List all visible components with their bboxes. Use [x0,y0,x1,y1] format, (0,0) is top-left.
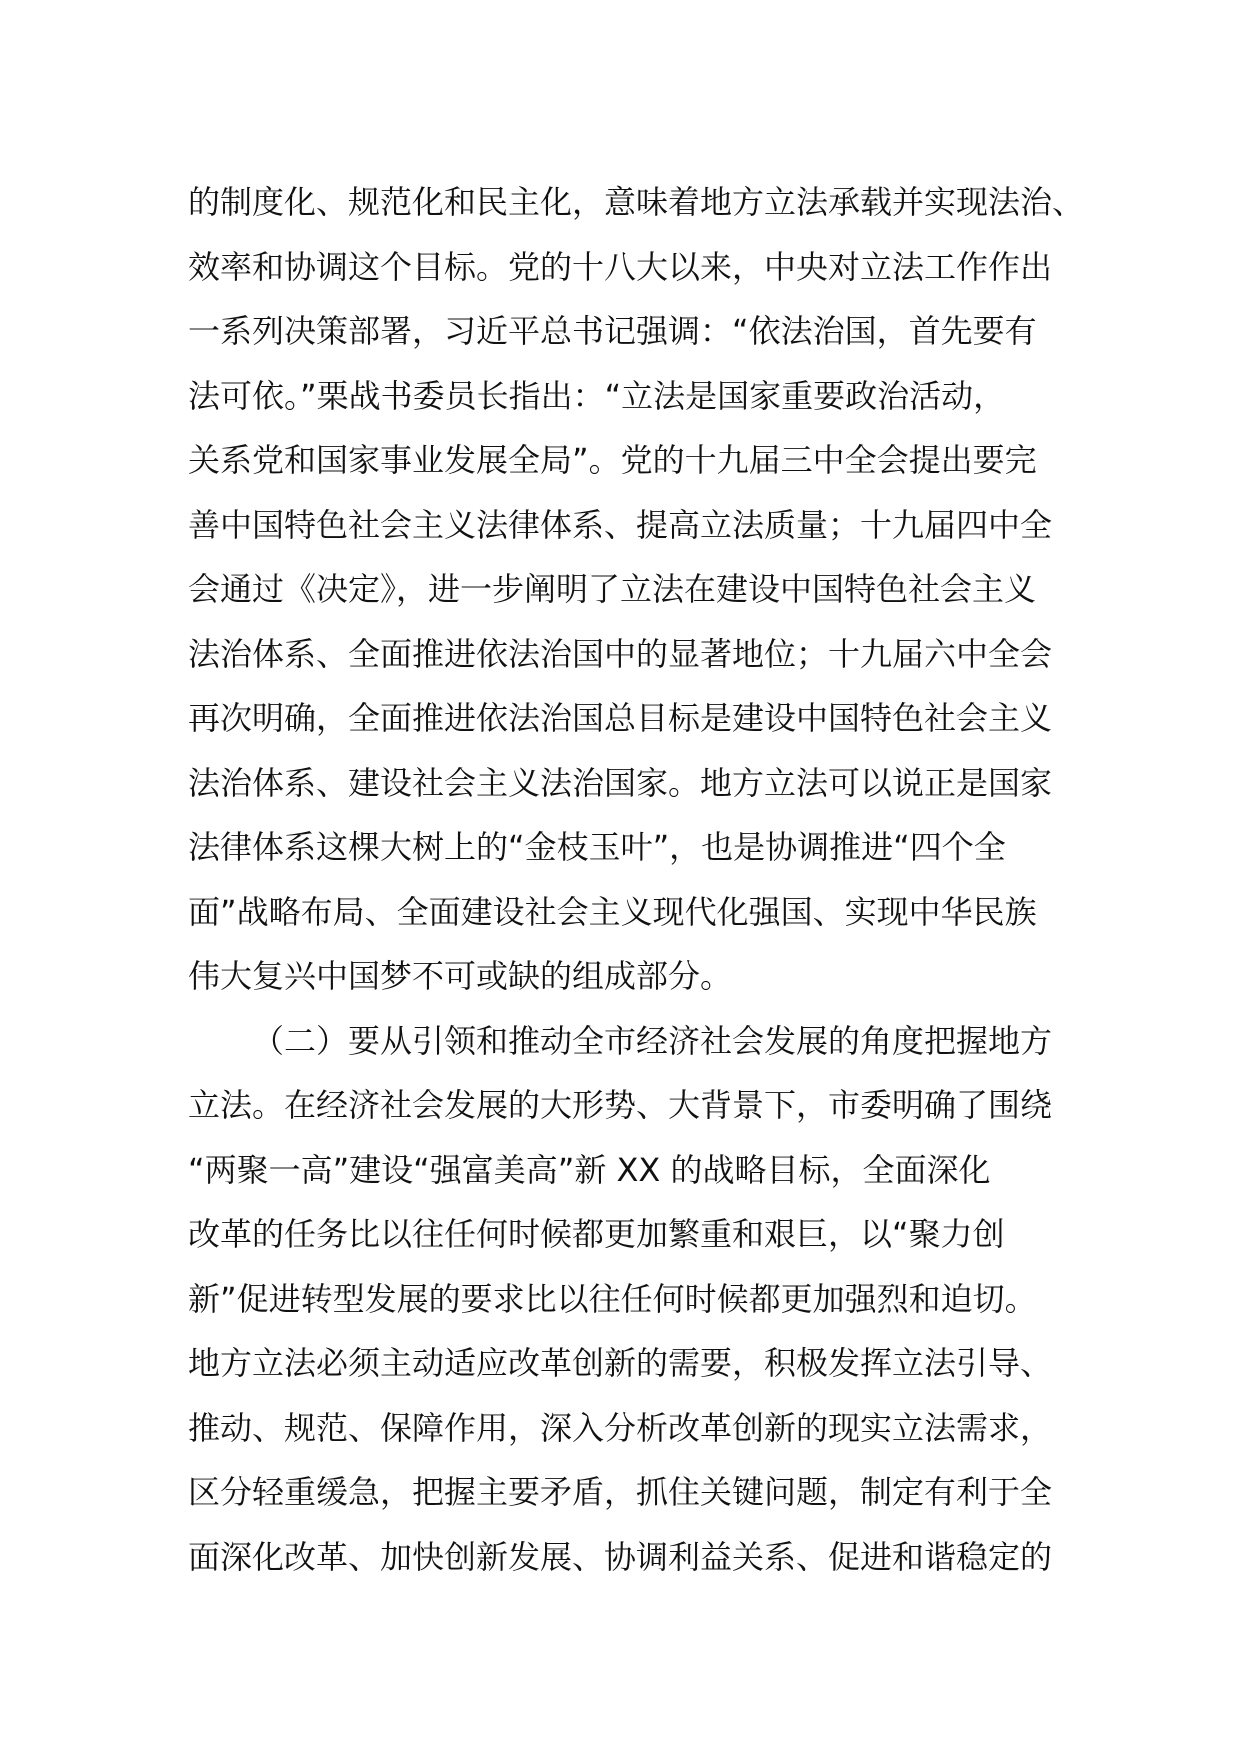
text-line: 的制度化、规范化和民主化，意味着地方立法承载并实现法治、 [188,183,1085,221]
text-line: 法治体系、建设社会主义法治国家。地方立法可以说正是国家 [188,763,1053,802]
text-line: 面深化改革、加快创新发展、协调利益关系、促进和谐稳定的 [188,1537,1053,1576]
text-line: 地方立法必须主动适应改革创新的需要，积极发挥立法引导、 [188,1344,1053,1382]
text-line: 善中国特色社会主义法律体系、提高立法质量；十九届四中全 [188,505,1053,544]
text-line: 区分轻重缓急，把握主要矛盾，抓住关键问题，制定有利于全 [188,1473,1053,1511]
text-line: 改革的任务比以往任何时候都更加繁重和艰巨，以“聚力创 [188,1215,1005,1253]
body-text [188,170,1085,1589]
text-line: 效率和协调这个目标。党的十八大以来，中央对立法工作作出 [188,247,1053,286]
text-line: 伟大复兴中国梦不可或缺的组成部分。 [188,957,733,995]
text-line: 关系党和国家事业发展全局”。党的十九届三中全会提出要完 [188,441,1037,479]
text-line: 会通过《决定》，进一步阐明了立法在建设中国特色社会主义 [188,570,1037,608]
text-line: 新”促进转型发展的要求比以往任何时候都更加强烈和迫切。 [188,1279,1037,1318]
section-heading-line: （二）要从引领和推动全市经济社会发展的角度把握地方 [252,1021,1053,1060]
text-line: 立法。在经济社会发展的大形势、大背景下，市委明确了围绕 [188,1086,1053,1124]
text-line: “两聚一高”建设“强富美高”新 XX 的战略目标，全面深化 [188,1150,991,1189]
text-line: 法治体系、全面推进依法治国中的显著地位；十九届六中全会 [188,634,1053,673]
text-line: 法律体系这棵大树上的“金枝玉叶”，也是协调推进“四个全 [188,828,1006,866]
text-line: 再次明确，全面推进依法治国总目标是建设中国特色社会主义 [188,699,1053,737]
text-line: 面”战略布局、全面建设社会主义现代化强国、实现中华民族 [188,892,1037,931]
text-line: 一系列决策部署，习近平总书记强调：“依法治国，首先要有 [188,312,1037,350]
text-line: 法可依。”栗战书委员长指出：“立法是国家重要政治活动， [188,376,1006,415]
text-line: 推动、规范、保障作用，深入分析改革创新的现实立法需求， [188,1408,1053,1447]
